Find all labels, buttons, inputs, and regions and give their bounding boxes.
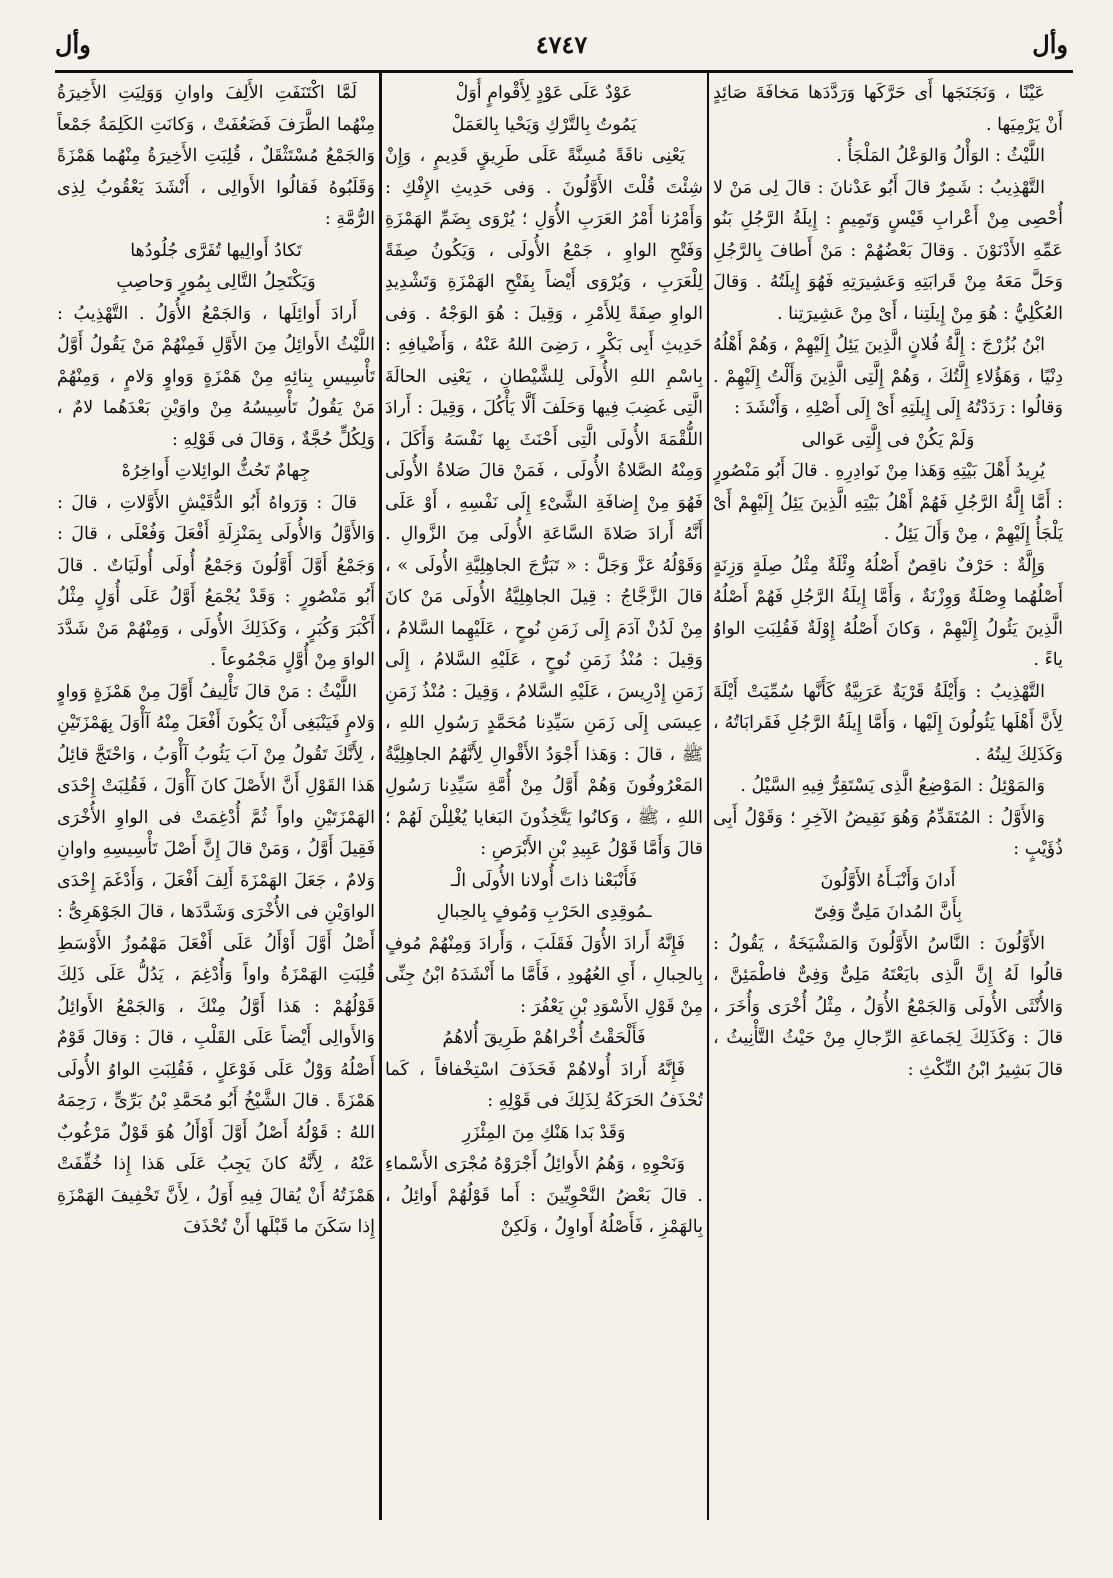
paragraph: اللَّيْثُ : مَنْ قالَ تَأْلِيفُ أَوَّلَ مِنْ هَمْزَةٍ وَواوٍ وَلامٍ فَيَنْبَغِى أَنْ يَكُونَ أَفْعَلَ مِنْهُ آأْوَلَ بِهَمْزَتَيْنِ ، لِأَنَّكَ تَقُولُ مِنْ آبَ يَئُوبُ آأْوَبُ ، وَاحْتَجَّ قائِلُ هَذا القَوْلِ أَنَّ الأَصْلَ كانَ آأْوَلَ ، فَقُلِبَتْ إِحْدَى الهَمْزَتَيْنِ واواً ثُمَّ أُدْغِمَتْ فى الواوِ الأُخْرَى فَقِيلَ أَوَّلُ ، وَمَنْ قالَ إِنَّ أَصْلَ تَأْسِيسِهِ واوانِ وَلامٌ ، جَعَلَ الهَمْزَةَ أَلِفَ أَفْعَلَ ، وَأَدْغَمَ إِحْدَى الواوَيْنِ فى الأُخْرَى وَشَدَّدَها ، قالَ الجَوْهَرِىُّ : أَصْلُ أَوَّلَ أَوْأَلُ عَلَى أَفْعَلَ مَهْمُوزُ الأَوْسَطِ قُلِبَتِ الهَمْزَةُ واواً وَأُدْغِمَ ، يَدُلُّ عَلَى ذَلِكَ قَوْلُهُمْ : هَذا أَوَّلُ مِنْكَ ، وَالجَمْعُ الأَوائِلُ وَالأَوالِى أَيْضاً عَلَى القَلْبِ ، قالَ : وَقالَ قَوْمٌ أَصْلُهُ وَوْلٌ عَلَى فَوْعَلٍ ، فَقُلِبَتِ الواوُ الأُولَى هَمْزَةً . قالَ الشَّيْخُ أَبُو مُحَمَّدِ بْنُ بَرِّىٍّ ، رَحِمَهُ اللهُ : قَوْلُهُ أَصْلُ أَوَّلَ أَوْأَلُ هُوَ قَوْلٌ مَرْغُوبٌ عَنْهُ ، لِأَنَّهُ كانَ يَجِبُ عَلَى هَذا إِذا خُفِّفَتْ هَمْزَتُهُ أَنْ يُقالَ فِيهِ أَوَلُ ، لِأَنَّ تَخْفِيفَ الهَمْزَةِ إِذا سَكَنَ ما قَبْلَها أَنْ تُحْذَفَ: [57, 681, 375, 1237]
paragraph: ابْنُ بُزُرْجَ : إِلَّةُ فُلانٍ الَّذِينَ يَئِلُ إِلَيْهِمْ ، وَهُمْ أَهْلُهُ دِنْيًا ، وَهَؤُلاءِ إِلَّتُكَ ، وَهُمْ إِلَّتِى الَّذِينَ وَأَلْتُ إِلَيْهِمْ . وَقالُوا : رَدَدْتُهُ إِلَى إِيلَتِهِ أَىْ إِلَى أَصْلِهِ ، وَأَنْشَدَ :: [713, 335, 1063, 418]
paragraph: عَيْنًا ، وَنَجَنَجَها أَى حَرَّكَها وَرَدَّدَها مَخافَةَ صَائِدٍ أَنْ يَرْمِيَها .: [713, 83, 1063, 135]
paragraph: وَإِلَّةٌ : حَرْفٌ ناقِصٌ أَصْلُهُ وِئْلَةٌ مِثْلُ صِلَةٍ وَزِنَةٍ أَصْلُهُما وِصْلَةٌ وَوِزْنَةٌ ، وَأَمَّا إِيلَةُ الرَّجُلِ فَهُمْ أَصْلُهُ الَّذِينَ يَئُولُ إِلَيْهِمْ ، وَكانَ أَصْلُهُ إِوْلَةٌ فَقُلِبَتِ الواوُ ياءً .: [713, 555, 1063, 670]
paragraph: التَّهْذِيبُ : وَأَيْلَةُ قَرْيَةٌ عَرَبِيَّةٌ كَأَنَّها سُمِّيَتْ أَيْلَةَ لِأَنَّ أَهْلَها يَئُولُونَ إِلَيْها ، وَأَمَّا إِيلَةُ الرَّجُلِ فَقَرابَاتُهُ ، وَكَذَلِكَ لِيتُهُ .: [713, 681, 1063, 765]
paragraph: وَالمَوْئِلُ : المَوْضِعُ الَّذِى يَسْتَقِرُّ فِيهِ السَّيْلُ .: [740, 776, 1045, 796]
verse-line: جِهامٌ تَحُثُّ الوائِلاتِ أَواخِرُهْ: [121, 461, 311, 481]
column-middle: [385, 78, 703, 1518]
verse-line: يَمُوتُ بِالتَّرْكِ وَيَحْيا بِالعَمَلْ: [451, 114, 637, 135]
paragraph: فَإِنَّهُ أَرادَ أُولاهُمْ فَحَذَفَ اسْتِخْفافاً ، كَما تُحْذَفُ الحَرَكَةُ لِذَلِكَ فى قَوْلِهِ :: [385, 1059, 703, 1111]
paragraph: التَّهْذِيبُ : شَمِرٌ قالَ أَبُو عَدْنانَ : قالَ لِى مَنْ لا أُحْصِى مِنْ أَعْرابِ قَيْسٍ وَتَمِيمٍ : إِيلَةُ الرَّجُلِ بَنُو عَمِّهِ الأَدْنَوْنَ . وَقالَ بَعْضُهُمْ : مَنْ أَطافَ بِالرَّجُلِ وَحَلَّ مَعَهُ مِنْ قَرابَتِهِ وَعَشِيرَتِهِ فَهُوَ إِيلَتُهُ . وَقالَ العُكْلِيُّ : هُوَ مِنْ إِيلَتِنا ، أَىْ مِنْ عَشِيرَتِنا .: [713, 177, 1063, 324]
header-rule: [55, 70, 1073, 73]
paragraph: يُرِيدُ أَهْلَ بَيْتِهِ وَهَذا مِنْ نَوادِرِهِ . قالَ أَبُو مَنْصُورٍ : أَمَّا إِلَّةُ الرَّجُلِ فَهُمْ أَهْلُ بَيْتِهِ الَّذِينَ يَئِلُ إِلَيْهِمْ أَىْ يَلْجَأُ إِلَيْهِمْ ، مِنْ وَأَلَ يَئِلُ .: [713, 461, 1063, 544]
verse-line: عَوْدٌ عَلَى عَوْدٍ لِأَقْوامٍ أُوَلْ: [455, 83, 633, 103]
paragraph: فَإِنَّهُ أَرادَ الأُوَلَ فَقَلَبَ ، وَأَرادَ وَمِنْهُمْ مُوفٍ بِالحِبالِ ، أَىِ العُهُودِ ، فَأَمَّا ما أَنْشَدَهُ ابْنُ جِنِّى مِنْ قَوْلِ الأَسْوَدِ بْنِ يَعْفُرَ :: [385, 933, 703, 1017]
paragraph: اللَّيْثُ : الوَأْلُ وَالوَعْلُ المَلْجَأُ .: [836, 146, 1045, 166]
header-root-right: وأل: [1032, 30, 1068, 59]
verse-line: ـمُوقِدِى الحَرْبِ وَمُوفٍ بِالحِبالِ: [436, 902, 652, 922]
verse-line: وَلَمْ يَكُنْ فى إِلَّتِى عَوالى: [801, 429, 975, 450]
paragraph: يَعْنِى ناقَةً مُسِنَّةً عَلَى طَرِيقٍ قَدِيمٍ ، وَإِنْ شِئْتَ قُلْتَ الأَوَّلُونَ . وَفى حَدِيثِ الإِفْكِ : وَأَمْرُنا أَمْرُ العَرَبِ الأُوَلِ ؛ يُرْوَى بِضَمِّ الهَمْزَةِ وَفَتْحِ الواوِ ، جَمْعُ الأُولَى ، وَيَكُونُ صِفَةً لِلْعَرَبِ ، وَيُرْوَى أَيْضاً بِفَتْحِ الهَمْزَةِ وَتَشْدِيدِ الواوِ صِفَةً لِلأَمْرِ ، وَقِيلَ : هُوَ الوَجْهُ . وَفى حَدِيثِ أَبِى بَكْرٍ ، رَضِىَ اللهُ عَنْهُ ، وَأَضْيافِهِ : بِاسْمِ اللهِ الأُولَى لِلشَّيْطانِ ، يَعْنِى الحالَةَ الَّتِى غَضِبَ فِيها وَحَلَفَ أَلَّا يَأْكُلَ ، وَقِيلَ : أَرادَ اللُّقْمَةَ الأُولَى الَّتِى أَحْنَثَ بِها نَفْسَهُ وَأَكَلَ ، وَمِنْهُ الصَّلاةُ الأُولَى ، فَمَنْ قالَ صَلاةُ الأُولَى فَهُوَ مِنْ إِضافَةِ الشَّىْءِ إِلَى نَفْسِهِ ، أَوْ عَلَى أَنَّهُ أَرادَ صَلاةَ السَّاعَةِ الأُولَى مِنَ الزَّوالِ . وَقَوْلُهُ عَزَّ وَجَلَّ : « تَبَرُّجَ الجاهِلِيَّةِ الأُولَى » ، قالَ الزَّجَّاجُ : قِيلَ الجاهِلِيَّةُ الأُولَى مَنْ كانَ مِنْ لَدُنْ آدَمَ إِلَى زَمَنِ نُوحٍ ، عَلَيْهِما السَّلامُ ، وَقِيلَ : مُنْذُ زَمَنِ نُوحٍ ، عَلَيْهِ السَّلامُ ، إِلَى زَمَنِ إِدْرِيسَ ، عَلَيْهِ السَّلامُ ، وَقِيلَ : مُنْذُ زَمَنِ عِيسَى إِلَى زَمَنِ سَيِّدِنا مُحَمَّدٍ رَسُولِ اللهِ ، ﷺ ، قالَ : وَهَذا أَجْوَدُ الأَقْوالِ لِأَنَّهُمُ الجاهِلِيَّةُ المَعْرُوفُونَ وَهُمْ أَوَّلُ مِنْ أُمَّةِ سَيِّدِنا رَسُولِ اللهِ ، ﷺ ، وَكانُوا يَتَّخِذُونَ البَغايا يُغْلِلْنَ لَهُمْ ؛ قالَ وَأَمَّا قَوْلُ عَبِيدِ بْنِ الأَبْرَصِ :: [385, 146, 703, 859]
header-root-left: وأل: [55, 30, 91, 59]
paragraph: الأَوَّلُونَ : النَّاسُ الأَوَّلُونَ وَالمَشْيَخَةُ ، يَقُولُ : قالُوا لَهُ إِنَّ الَّذِى بايَعْتَهُ مَلِىٌّ وَفِىٌّ فاطْمَئِنَّ ، وَالأُنْثَى الأُولَى وَالجَمْعُ الأُوَلُ ، مِثْلُ أُخْرَى وَأُخَرَ ، قالَ : وَكَذَلِكَ لِجَماعَةِ الرِّجالِ مِنْ حَيْثُ التَّأْنِيثُ ، قالَ بَشِيرُ ابْنُ النِّكْثِ :: [713, 933, 1063, 1080]
verse-line: فَأَنْبَعْنا ذاتَ أُولانا الأُولَى الْـ: [450, 870, 638, 891]
column-left: [57, 78, 375, 1518]
paragraph: لَمَّا اكْتَنَفَتِ الأَلِفَ واوانِ وَوَلِيَتِ الأَخِيرَةُ مِنْهُما الطَّرَفَ فَضَعُفَتْ ، وَكانَتِ الكَلِمَةُ جَمْعاً وَالجَمْعُ مُسْتَثْقَلٌ ، قُلِبَتِ الأَخِيرَةُ مِنْهُما هَمْزَةً وَقَلَبُوهُ فَقالُوا الأَوالِى ، أَنْشَدَ يَعْقُوبُ لِذِى الرُّمَّةِ :: [57, 83, 375, 229]
verse-line: أَدانَ وَأَنْبَـأَهُ الأَوَّلُونَ: [820, 870, 956, 891]
verse-line: وَقَدْ بَدا هَنْكِ مِنَ المِئْزَرِ: [462, 1122, 626, 1143]
verse-line: بِأَنَّ المُدانَ مَلِىٌّ وَفِىّ: [813, 902, 963, 922]
column-divider-left: [379, 70, 382, 1520]
paragraph: وَالأَوَّلُ : المُتَقَدِّمُ وَهُوَ نَقِيضُ الآخِرِ ؛ وَقَوْلُ أَبِى ذُؤَيْبٍ :: [713, 807, 1063, 859]
page-header: [55, 30, 1068, 70]
paragraph: أَرادَ أَوائِلَها ، وَالجَمْعُ الأُوَلُ . التَّهْذِيبُ : اللَّيْثُ الأَوائِلُ مِنَ الأَوَّلِ فَمِنْهُمْ مَنْ يَقُولُ أَوَّلُ تَأْسِيسِ بِنائِهِ مِنْ هَمْزَةٍ وَواوٍ وَلامٍ ، وَمِنْهُمْ مَنْ يَقُولُ تَأْسِيسُهُ مِنْ واوَيْنِ بَعْدَهُما لامٌ ، وَلِكُلٍّ حُجَّةٌ ، وَقالَ فى قَوْلِهِ :: [57, 303, 375, 450]
verse-line: وَيَكْتَحِلُ التَّالِى بِمُورٍ وَحاصِبِ: [116, 272, 316, 292]
column-divider-right: [707, 70, 709, 1520]
paragraph: قالَ : وَرَواهُ أَبُو الدُّقَيْشِ الأَوَّلاتِ ، قالَ : وَالأَوَّلُ وَالأُولَى بِمَنْزِلَةِ أَفْعَلَ وَفُعْلَى ، قالَ : وَجَمْعُ أَوَّلَ أَوَّلُونَ وَجَمْعُ أُولَى أُولَيَاتٌ . قالَ أَبُو مَنْصُورٍ : وَقَدْ يُجْمَعُ أَوَّلُ عَلَى أُوَلٍ مِثْلُ أَكْبَرَ وَكُبَرٍ ، وَكَذَلِكَ الأُولَى ، وَمِنْهُمْ مَنْ شَدَّدَ الواوَ مِنْ أُوَّلٍ مَجْمُوعاً .: [57, 492, 375, 670]
verse-line: تَكادُ أَوالِيها تُفَرَّى جُلُودُها: [130, 240, 302, 261]
paragraph: وَنَحْوِهِ ، وَهُمُ الأَوائِلُ أَجْرَوْهُ مُجْرَى الأَسْماءِ . قالَ بَعْضُ النَّحْوِيِّينَ : أَما قَوْلُهُمْ أَوائِلُ ، بِالهَمْزِ ، فَأَصْلُهُ أَواوِلُ ، وَلَكِنْ: [385, 1154, 703, 1237]
column-right: [713, 78, 1063, 1518]
page-number: ٤٧٤٧: [535, 30, 588, 59]
verse-line: فَأَلْحَقْتُ أُخْراهُمْ طَرِيقَ أُلاهُمُ: [442, 1028, 646, 1048]
